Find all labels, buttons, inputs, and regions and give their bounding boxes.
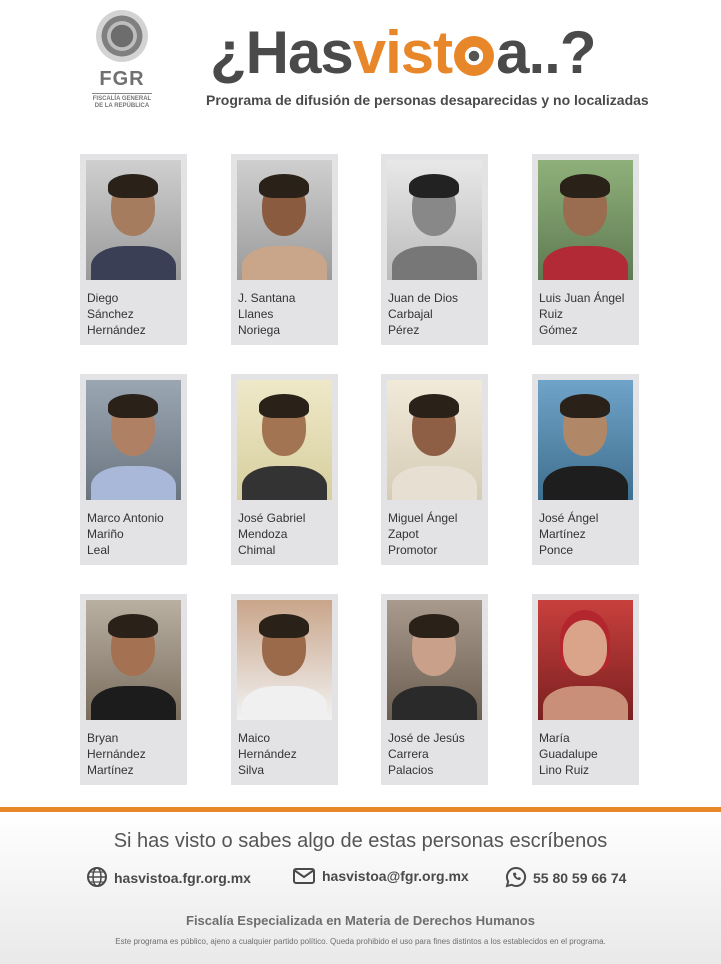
person-name: Bryan Hernández Martínez [87,731,146,777]
fgr-seal-icon [96,10,148,62]
person-name: Miguel Ángel Zapot Promotor [388,511,458,557]
program-subtitle: Programa de difusión de personas desaparecidas y no localizadas [206,92,649,108]
person-card [532,594,639,785]
person-name: Maico Hernández Silva [238,731,297,777]
person-name: Juan de Dios Carbajal Pérez [388,291,459,337]
person-photo [86,600,181,720]
title-part-a: a..? [496,19,596,86]
website-contact[interactable] [86,866,251,888]
person-card [231,374,338,565]
agency-name: Fiscalía Especializada en Materia de Derechos Humanos [186,913,535,928]
person-card [80,374,187,565]
person-photo [237,380,332,500]
person-name: José de Jesús Carrera Palacios [388,731,465,777]
person-card [381,594,488,785]
person-photo [237,160,332,280]
person-photo [538,600,633,720]
person-card [80,594,187,785]
person-card [80,154,187,345]
person-card [231,154,338,345]
fgr-seal [86,10,158,122]
person-card [381,374,488,565]
phone-contact[interactable] [505,866,626,888]
globe-icon [86,866,108,888]
envelope-icon [292,866,316,886]
program-title [210,18,595,88]
person-card [381,154,488,345]
person-name: Luis Juan Ángel Ruiz Gómez [539,291,625,337]
person-photo [538,160,633,280]
person-card [532,374,639,565]
fgr-full-name-line1: FISCALÍA GENERAL [92,96,152,102]
website-link[interactable]: hasvistoa.fgr.org.mx [114,870,251,886]
person-photo [538,380,633,500]
person-name: María Guadalupe Lino Ruiz [539,731,598,777]
person-card [231,594,338,785]
person-photo [86,380,181,500]
person-name: José Gabriel Mendoza Chimal [238,511,306,557]
person-photo [387,160,482,280]
title-part-has: ¿Has [210,19,353,86]
legal-disclaimer: Este programa es público, ajeno a cualquier partido político. Queda prohibido el uso para fines distintos a los establecidos en el programa. [115,937,606,946]
phone-number[interactable]: 55 80 59 66 74 [533,870,627,886]
person-photo [86,160,181,280]
seal-divider [92,93,152,94]
person-name: Marco Antonio Mariño Leal [87,511,164,557]
person-photo [237,600,332,720]
person-photo [387,380,482,500]
person-card [532,154,639,345]
whatsapp-icon [505,866,527,888]
footer-heading: Si has visto o sabes algo de estas personas escríbenos [113,830,608,852]
email-contact[interactable] [292,866,469,886]
person-photo [387,600,482,720]
fgr-full-name-line2: DE LA REPÚBLICA [94,103,150,109]
person-name: José Ángel Martínez Ponce [539,511,599,557]
person-name: Diego Sánchez Hernández [87,291,146,337]
title-part-vist: vist [352,19,453,86]
eye-logo-icon [454,36,494,76]
fgr-label: FGR [99,68,145,90]
person-name: J. Santana Llanes Noriega [238,291,296,337]
email-link[interactable]: hasvistoa@fgr.org.mx [322,868,469,884]
